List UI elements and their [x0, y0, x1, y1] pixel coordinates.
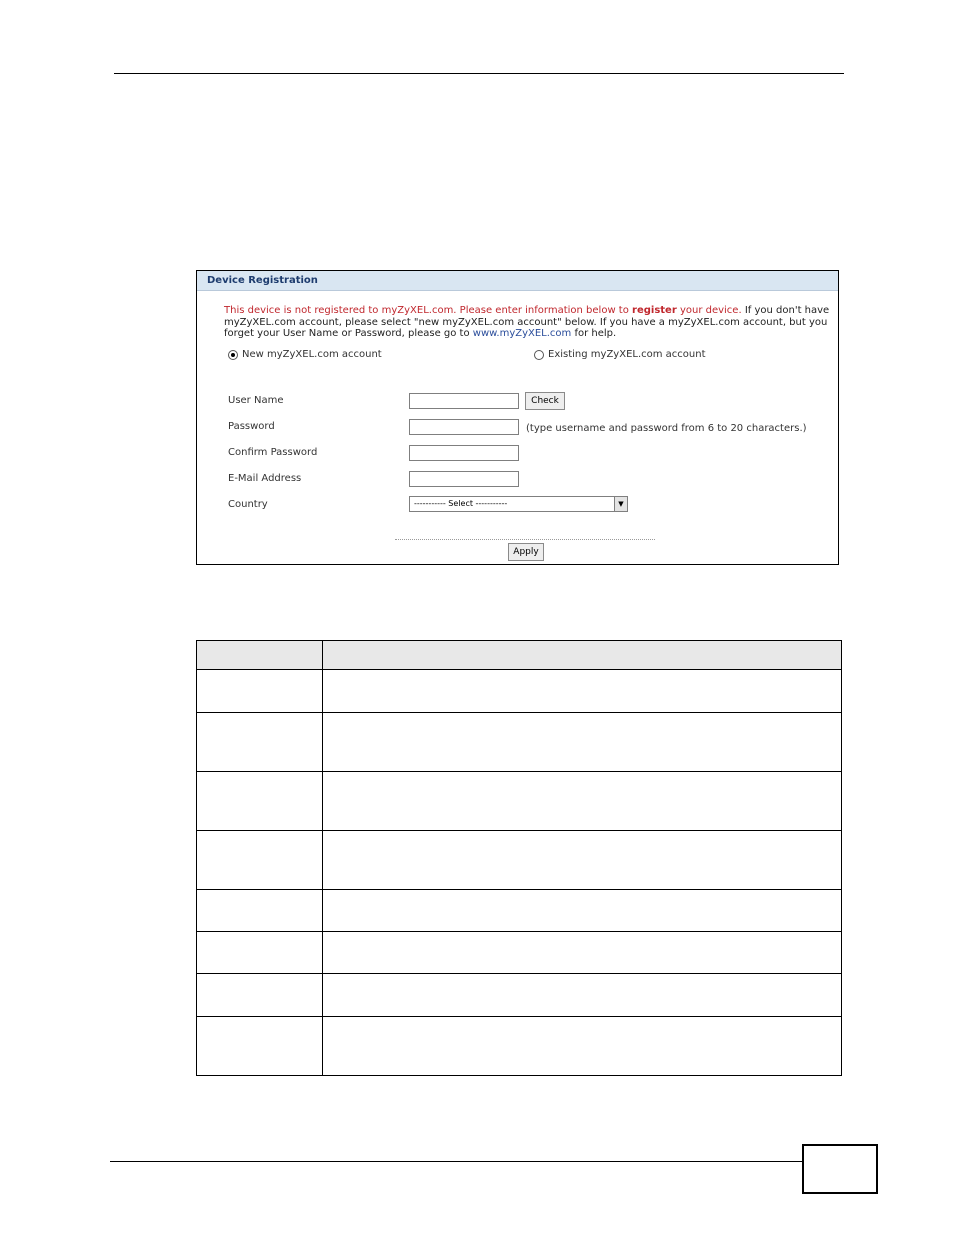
header-rule: [114, 73, 844, 74]
notice-bold-text: register: [632, 305, 677, 316]
password-input[interactable]: [409, 419, 519, 435]
registration-notice: [224, 305, 832, 340]
country-selected-value: ----------- Select -----------: [414, 499, 508, 508]
table-row: [197, 1017, 842, 1076]
table-row: [197, 772, 842, 831]
myzyxel-link[interactable]: www.myZyXEL.com: [472, 328, 572, 339]
country-select[interactable]: [409, 496, 628, 512]
table-row: [197, 713, 842, 772]
email-input[interactable]: [409, 471, 519, 487]
notice-tail-text: for help.: [571, 328, 617, 339]
table-row: [197, 831, 842, 890]
radio-existing-account[interactable]: [534, 349, 706, 360]
confirm-password-label: Confirm Password: [228, 447, 318, 458]
radio-new-account-button[interactable]: [228, 350, 238, 360]
confirm-password-input[interactable]: [409, 445, 519, 461]
notice-body-text: If you don't have myZyXEL.com account, please select "new myZyXEL.com account" below. If you have a myZyXEL.com account, but you forget your User Name or Password, please go to: [224, 305, 830, 339]
table-row: [197, 670, 842, 713]
radio-existing-account-button[interactable]: [534, 350, 544, 360]
password-label: Password: [228, 421, 275, 432]
device-registration-panel: [196, 270, 839, 565]
apply-button[interactable]: Apply: [508, 543, 544, 561]
page-number-box: [802, 1144, 878, 1194]
description-table: [196, 640, 842, 1076]
country-label: Country: [228, 499, 268, 510]
user-name-label: User Name: [228, 395, 284, 406]
notice-red-text-2: your device.: [676, 305, 742, 316]
notice-red-text: This device is not registered to myZyXEL.com. Please enter information below to: [224, 305, 633, 316]
footer-rule: [110, 1161, 802, 1162]
table-row: [197, 932, 842, 974]
chevron-down-icon[interactable]: ▼: [614, 497, 627, 511]
radio-existing-account-label: Existing myZyXEL.com account: [548, 349, 706, 360]
check-button[interactable]: Check: [525, 392, 565, 410]
table-row: [197, 974, 842, 1017]
table-row: [197, 890, 842, 932]
panel-title: Device Registration: [197, 271, 838, 291]
user-name-input[interactable]: [409, 393, 519, 409]
table-header-description: [323, 641, 842, 670]
divider: [395, 539, 655, 540]
table-header-label: [197, 641, 323, 670]
radio-new-account-label: New myZyXEL.com account: [242, 349, 382, 360]
email-label: E-Mail Address: [228, 473, 302, 484]
table-header-row: [197, 641, 842, 670]
password-hint: (type username and password from 6 to 20 characters.): [526, 423, 807, 434]
radio-new-account[interactable]: [228, 349, 382, 360]
